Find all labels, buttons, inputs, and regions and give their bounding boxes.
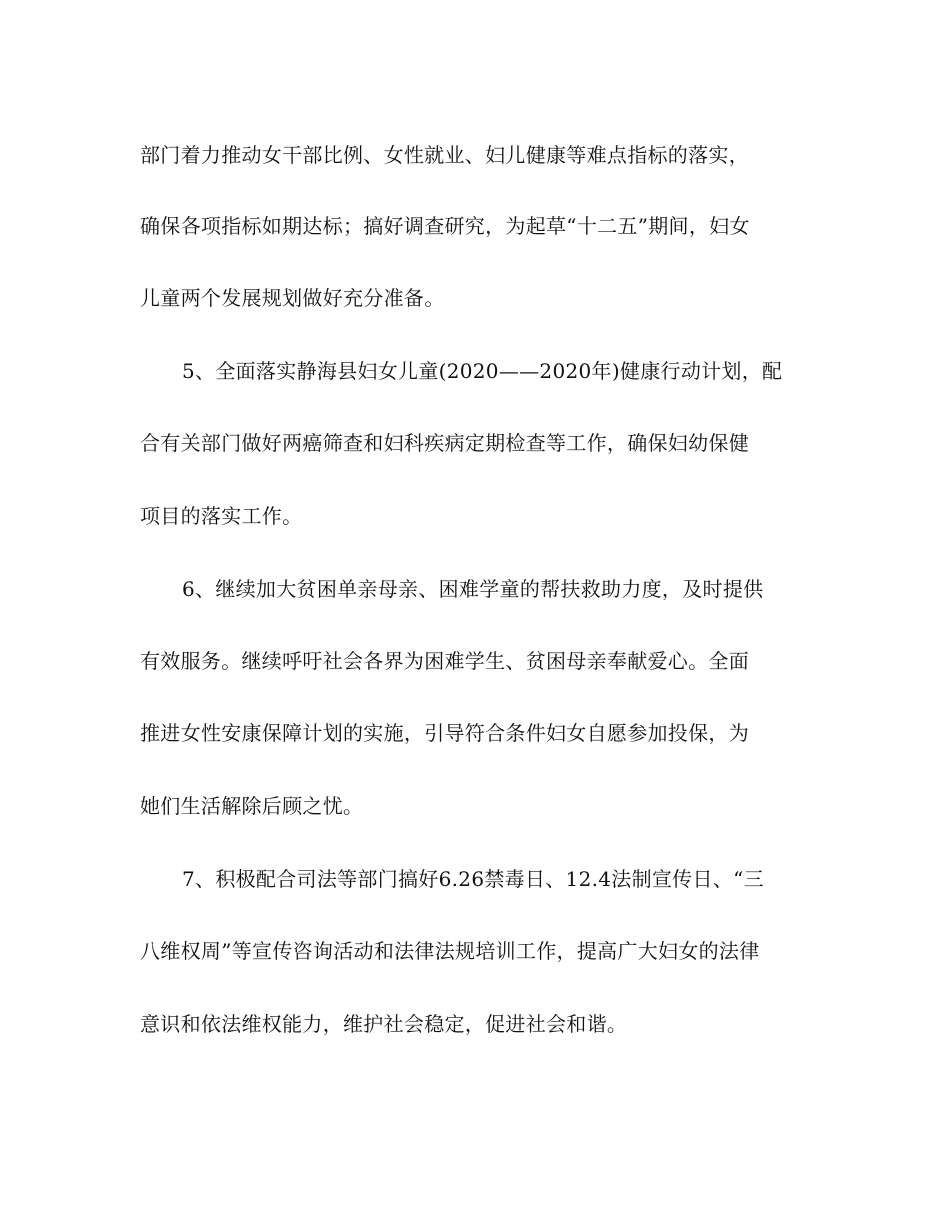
text-line: 确保各项指标如期达标；搞好调查研究，为起草“十二五”期间，妇女 bbox=[140, 214, 750, 238]
text-line: 合有关部门做好两癌筛查和妇科疾病定期检查等工作，确保妇幼保健 bbox=[140, 431, 749, 455]
list-item-6-first-line: 6、继续加大贫困单亲母亲、困难学童的帮扶救助力度，及时提供 bbox=[182, 577, 764, 601]
text-line: 儿童两个发展规划做好充分准备。 bbox=[140, 286, 445, 310]
list-item-7-first-line: 7、积极配合司法等部门搞好6.26禁毒日、12.4法制宣传日、“三 bbox=[182, 867, 764, 891]
text-line: 推进女性安康保障计划的实施，引导符合条件妇女自愿参加投保，为 bbox=[140, 721, 749, 745]
text-line: 有效服务。继续呼吁社会各界为困难学生、贫困母亲奉献爱心。全面 bbox=[140, 649, 749, 673]
text-line: 她们生活解除后顾之忧。 bbox=[140, 794, 364, 818]
text-line: 部门着力推动女干部比例、女性就业、妇儿健康等难点指标的落实， bbox=[140, 143, 749, 167]
text-line: 八维权周”等宣传咨询活动和法律法规培训工作，提高广大妇女的法律 bbox=[140, 939, 760, 963]
list-item-5-first-line: 5、全面落实静海县妇女儿童(2020——2020年)健康行动计划，配 bbox=[182, 359, 783, 383]
text-line: 项目的落实工作。 bbox=[140, 504, 303, 528]
text-line: 意识和依法维权能力，维护社会稳定，促进社会和谐。 bbox=[140, 1012, 628, 1036]
